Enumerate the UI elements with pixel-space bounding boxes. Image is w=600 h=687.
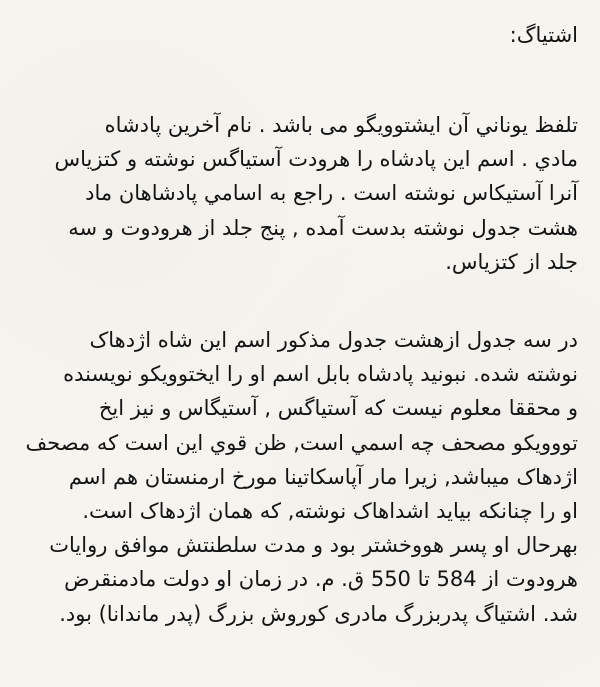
document-title: اشتیاگ: bbox=[509, 23, 578, 47]
text-line: آنرا آستيكاس نوشته است . راجع به اسامي پادشاهان ماد bbox=[85, 181, 578, 206]
text-line: تووويكو مصحف چه اسمي است, ظن قوي اين است كه مصحف bbox=[25, 430, 578, 455]
text-line: و محققا معلوم نيست كه آستياگس , آستيگاس و نيز ايخ bbox=[98, 396, 578, 421]
text-line: جلد از كتزياس. bbox=[445, 249, 578, 274]
text-line: مادي . اسم این پادشاه را هرودت آستیاگس نوشته و كتزياس bbox=[54, 147, 578, 172]
paragraph-2 bbox=[25, 323, 578, 631]
text-line: او را چنانکه بیاید اشداهاک نوشته, كه همان اژدهاک است. bbox=[82, 499, 578, 524]
text-line: شد. اشتیاگ پدربزرگ مادری کوروش بزرگ (پدر ماندانا) بود. bbox=[59, 601, 578, 626]
text-line: در سه جدول ازهشت جدول مذكور اسم این شاه اژدهاک bbox=[89, 328, 578, 352]
text-line: اژدهاک میباشد, زیرا مار آپاسكاتينا مورخ ارمنستان هم اسم bbox=[68, 464, 578, 489]
text-line: تلفظ يوناني آن ایشتوويگو می باشد . نام آخرين پادشاه bbox=[104, 113, 578, 137]
text-line: نوشته شده. نبونيد پادشاه بابل اسم او را ايختوويكو نويسنده bbox=[63, 362, 578, 387]
paragraph-1 bbox=[54, 108, 578, 279]
text-line: بهرحال او پسر هووخشتر بود و مدت سلطنتش موافق روايات bbox=[49, 533, 578, 558]
text-line: هشت جدول نوشته بدست آمده , پنج جلد از هرودوت و سه bbox=[68, 215, 578, 240]
text-line: هرودوت از 584 تا 550 ق. م. در زمان او دولت مادمنقرض bbox=[64, 567, 578, 592]
